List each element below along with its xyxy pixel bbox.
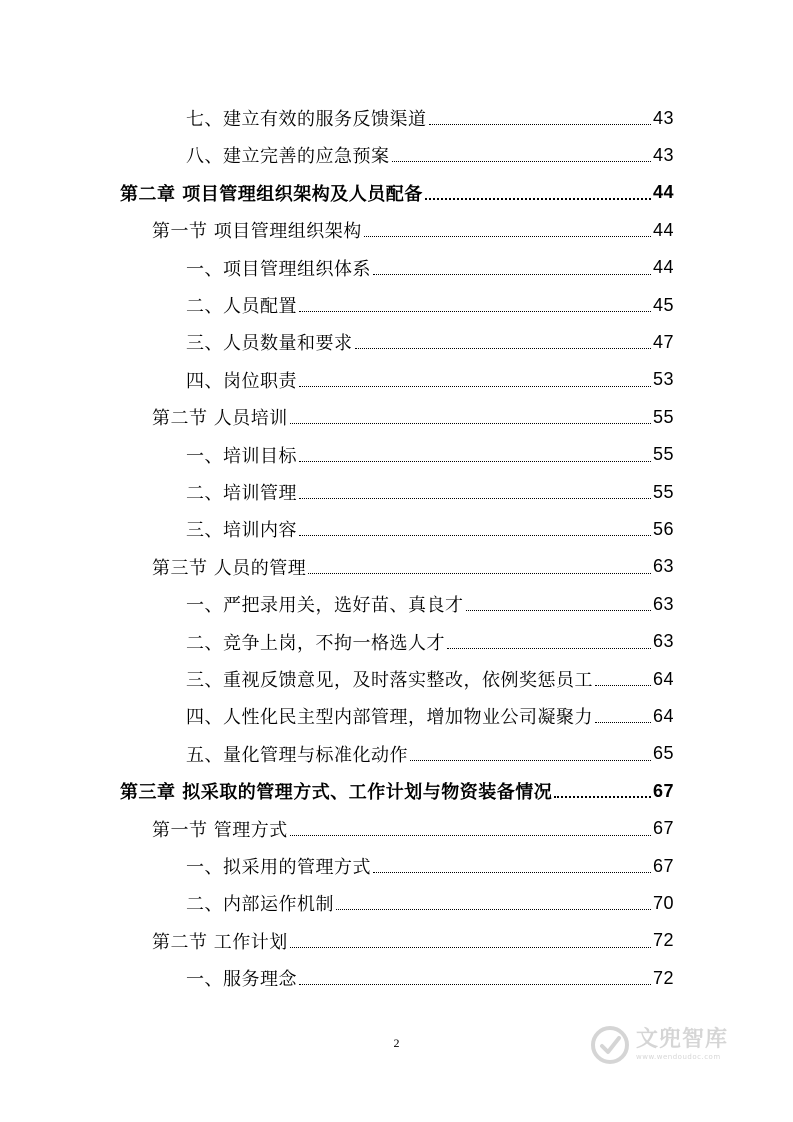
page-number: 2 — [393, 1036, 400, 1050]
toc-entry-page: 55 — [652, 406, 674, 427]
toc-leader-dots — [554, 795, 651, 798]
toc-section-entry[interactable] — [152, 923, 674, 959]
toc-subsection-entry[interactable] — [186, 511, 674, 547]
toc-leader-dots — [299, 460, 651, 462]
toc-entry-label: 一、培训目标 — [186, 445, 297, 467]
toc-entry-page: 63 — [652, 556, 674, 577]
toc-entry-page: 64 — [652, 705, 674, 726]
toc-leader-dots — [299, 497, 651, 499]
toc-entry-page: 56 — [652, 518, 674, 539]
toc-entry-label: 一、服务理念 — [186, 969, 297, 991]
toc-leader-dots — [429, 123, 651, 125]
toc-entry-page: 47 — [652, 331, 674, 352]
toc-entry-page: 67 — [652, 780, 674, 801]
toc-leader-dots — [595, 684, 651, 686]
toc-entry-page: 72 — [652, 930, 674, 951]
toc-leader-dots — [373, 871, 651, 873]
toc-leader-dots — [290, 946, 651, 948]
toc-entry-page: 70 — [652, 892, 674, 913]
toc-leader-dots — [392, 160, 651, 162]
toc-entry-page: 63 — [652, 631, 674, 652]
toc-section-entry[interactable] — [152, 811, 674, 847]
toc-section-entry[interactable] — [152, 549, 674, 585]
wenku-logo-icon — [590, 1025, 630, 1065]
toc-subsection-entry[interactable] — [186, 250, 674, 286]
toc-entry-label: 第三章 拟采取的管理方式、工作计划与物资装备情况 — [120, 782, 553, 804]
toc-entry-page: 45 — [652, 294, 674, 315]
toc-entry-page: 53 — [652, 369, 674, 390]
toc-entry-page: 64 — [652, 668, 674, 689]
watermark-text: 文兜智库 — [636, 1027, 729, 1052]
toc-entry-label: 三、人员数量和要求 — [186, 333, 353, 355]
toc-leader-dots — [299, 983, 651, 985]
toc-entry-label: 四、岗位职责 — [186, 370, 297, 392]
toc-leader-dots — [466, 609, 651, 611]
toc-entry-page: 67 — [652, 818, 674, 839]
toc-entry-label: 八、建立完善的应急预案 — [186, 146, 390, 168]
toc-entry-label: 第二章 项目管理组织架构及人员配备 — [120, 183, 423, 205]
toc-leader-dots — [425, 197, 651, 200]
toc-subsection-entry[interactable] — [186, 885, 674, 921]
toc-section-entry[interactable] — [152, 399, 674, 435]
toc-entry-label: 五、量化管理与标准化动作 — [186, 744, 408, 766]
toc-entry-page: 67 — [652, 855, 674, 876]
toc-entry-page: 43 — [652, 107, 674, 128]
toc-subsection-entry[interactable] — [186, 324, 674, 360]
toc-entry-label: 三、培训内容 — [186, 520, 297, 542]
toc-entry-label: 二、竞争上岗，不拘一格选人才 — [186, 632, 445, 654]
toc-leader-dots — [290, 422, 651, 424]
toc-chapter-entry[interactable] — [120, 175, 674, 211]
toc-leader-dots — [299, 310, 651, 312]
toc-leader-dots — [595, 721, 651, 723]
toc-entry-label: 第三节 人员的管理 — [152, 557, 307, 579]
toc-entry-page: 65 — [652, 743, 674, 764]
toc-entry-label: 二、人员配置 — [186, 296, 297, 317]
toc-entry-label: 一、拟采用的管理方式 — [186, 857, 371, 878]
toc-subsection-entry[interactable] — [186, 137, 674, 173]
toc-entry-page: 43 — [652, 144, 674, 165]
toc-entry-page: 44 — [652, 182, 674, 203]
toc-leader-dots — [373, 273, 651, 275]
toc-leader-dots — [299, 534, 651, 536]
toc-subsection-entry[interactable] — [186, 624, 674, 660]
toc-entry-page: 55 — [652, 444, 674, 465]
watermark — [590, 1022, 760, 1068]
toc-entry-page: 72 — [652, 967, 674, 988]
toc-subsection-entry[interactable] — [186, 586, 674, 622]
toc-chapter-entry[interactable] — [120, 773, 674, 809]
toc-entry-label: 二、内部运作机制 — [186, 894, 334, 916]
toc-subsection-entry[interactable] — [186, 661, 674, 697]
toc-entry-label: 第二节 工作计划 — [152, 931, 288, 953]
toc-subsection-entry[interactable] — [186, 362, 674, 398]
toc-entry-page: 55 — [652, 481, 674, 502]
toc-leader-dots — [299, 385, 651, 387]
toc-subsection-entry[interactable] — [186, 960, 674, 996]
watermark-subtext: www.wendoudoc.com — [636, 1053, 721, 1061]
toc-entry-page: 63 — [652, 593, 674, 614]
toc-entry-label: 一、项目管理组织体系 — [186, 258, 371, 280]
toc-subsection-entry[interactable] — [186, 287, 674, 323]
toc-entry-label: 第一节 项目管理组织架构 — [152, 221, 362, 243]
toc-entry-label: 四、人性化民主型内部管理，增加物业公司凝聚力 — [186, 707, 593, 729]
toc-subsection-entry[interactable] — [186, 100, 674, 136]
toc-subsection-entry[interactable] — [186, 437, 674, 473]
toc-entry-label: 第一节 管理方式 — [152, 819, 288, 841]
toc-subsection-entry[interactable] — [186, 474, 674, 510]
toc-leader-dots — [336, 908, 651, 910]
toc-leader-dots — [364, 235, 651, 237]
toc-leader-dots — [410, 759, 651, 761]
toc-entry-label: 一、严把录用关，选好苗、真良才 — [186, 595, 464, 617]
toc-entry-page: 44 — [652, 257, 674, 278]
toc-subsection-entry[interactable] — [186, 848, 674, 884]
toc-subsection-entry[interactable] — [186, 698, 674, 734]
toc-subsection-entry[interactable] — [186, 736, 674, 772]
toc-section-entry[interactable] — [152, 212, 674, 248]
toc-entry-label: 第二节 人员培训 — [152, 408, 288, 430]
toc-leader-dots — [447, 647, 651, 649]
toc-entry-label: 七、建立有效的服务反馈渠道 — [186, 109, 427, 130]
toc-entry-label: 二、培训管理 — [186, 483, 297, 504]
toc-leader-dots — [290, 834, 651, 836]
toc-entry-page: 44 — [652, 219, 674, 240]
toc-leader-dots — [355, 347, 651, 349]
toc-leader-dots — [308, 572, 651, 574]
toc-entry-label: 三、重视反馈意见，及时落实整改，依例奖惩员工 — [186, 670, 593, 691]
